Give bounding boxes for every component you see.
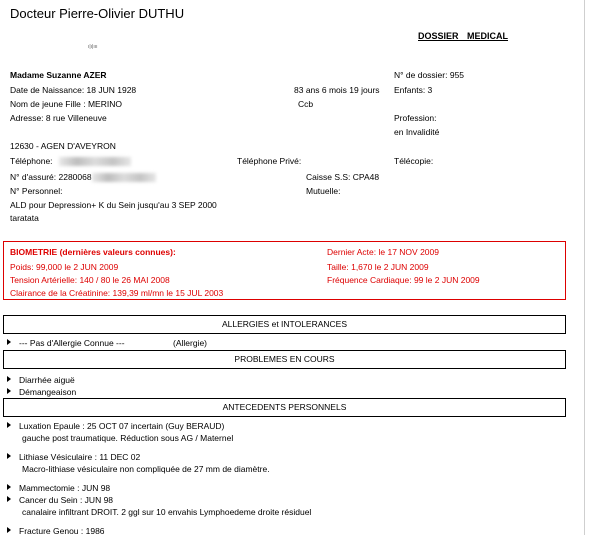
bullet-arrow-icon [7, 422, 11, 428]
mutuelle: Mutuelle: [306, 186, 341, 196]
list-item [7, 338, 125, 348]
problem-text: Diarrhée aiguë [19, 375, 75, 385]
bullet-arrow-icon [7, 484, 11, 490]
antecedents-header: ANTECEDENTS PERSONNELS [3, 398, 566, 417]
bullet-arrow-icon [7, 527, 11, 533]
blood-pressure: Tension Artérielle: 140 / 80 le 26 MAI 2008 [10, 275, 170, 285]
profession-label: Profession: [394, 113, 437, 123]
city: 12630 - AGEN D'AVEYRON [10, 141, 116, 151]
antecedent-detail: canalaire infiltrant DROIT. 2 ggl sur 10 envahis Lymphoedeme droite résiduel [22, 507, 312, 517]
antecedent-text: Lithiase Vésiculaire : 11 DEC 02 [19, 452, 141, 462]
antecedent-text: Luxation Epaule : 25 OCT 07 incertain (Guy BERAUD) [19, 421, 225, 431]
maiden-name: Nom de jeune Fille : MERINO [10, 99, 122, 109]
antecedent-text: Cancer du Sein : JUN 98 [19, 495, 114, 505]
problems-header: PROBLEMES EN COURS [3, 350, 566, 369]
heart-rate: Fréquence Cardiaque: 99 le 2 JUN 2009 [327, 275, 480, 285]
list-item [7, 452, 140, 462]
list-item [7, 421, 224, 431]
fax-label: Télécopie: [394, 156, 434, 166]
birth-date: Date de Naissance: 18 JUN 1928 [10, 85, 137, 95]
antecedent-text: Fracture Genou : 1986 [19, 526, 105, 536]
list-item [7, 495, 113, 505]
antecedent-detail: gauche post traumatique. Réduction sous AG / Maternel [22, 433, 234, 443]
bullet-arrow-icon [7, 376, 11, 382]
biometrie-box [3, 241, 566, 300]
list-item [7, 387, 76, 397]
problem-text: Démangeaison [19, 387, 77, 397]
private-phone-label: Téléphone Privé: [237, 156, 302, 166]
caisse: Caisse S.S: CPA48 [306, 172, 380, 182]
profession-value: en Invalidité [394, 127, 440, 137]
redacted-phone [59, 157, 131, 166]
patient-age: 83 ans 6 mois 19 jours [294, 85, 380, 95]
allergies-header: ALLERGIES et INTOLERANCES [3, 315, 566, 334]
list-item [7, 483, 110, 493]
list-item [7, 375, 75, 385]
last-act: Dernier Acte: le 17 NOV 2009 [327, 247, 439, 257]
bullet-arrow-icon [7, 339, 11, 345]
small-mark: ı|ı|ııı [88, 44, 98, 50]
patient-name: Madame Suzanne AZER [10, 70, 107, 80]
children-count: Enfants: 3 [394, 85, 433, 95]
phone-row [10, 156, 131, 166]
bullet-arrow-icon [7, 388, 11, 394]
ald-line: ALD pour Depression+ K du Sein jusqu'au 3 SEP 2000 [10, 200, 217, 210]
antecedent-detail: Macro-lithiase vésiculaire non compliquée de 27 mm de diamètre. [22, 464, 270, 474]
phone-label: Téléphone: [10, 156, 53, 166]
note-line: taratata [10, 213, 39, 223]
allergy-type: (Allergie) [173, 338, 208, 348]
address: Adresse: 8 rue Villeneuve [10, 113, 107, 123]
insured-number: N° d'assuré: 2280068 [10, 172, 92, 182]
insured-row [10, 172, 156, 182]
bullet-arrow-icon [7, 453, 11, 459]
bullet-arrow-icon [7, 496, 11, 502]
height: Taille: 1,670 le 2 JUN 2009 [327, 262, 429, 272]
antecedent-text: Mammectomie : JUN 98 [19, 483, 111, 493]
biometrie-title: BIOMETRIE (dernières valeurs connues): [10, 247, 176, 257]
redacted-insured [92, 173, 156, 182]
creatinine-clearance: Clairance de la Créatinine: 139,39 ml/mn le 15 JUL 2003 [10, 288, 224, 298]
allergy-text: --- Pas d'Allergie Connue --- [19, 338, 125, 348]
ccb-label: Ccb [298, 99, 314, 109]
dossier-number: N° de dossier: 955 [394, 70, 465, 80]
dossier-title: DOSSIER MEDICAL [418, 31, 509, 41]
weight: Poids: 99,000 le 2 JUN 2009 [10, 262, 119, 272]
doctor-name: Docteur Pierre-Olivier DUTHU [10, 6, 185, 21]
personnel-number: N° Personnel: [10, 186, 63, 196]
